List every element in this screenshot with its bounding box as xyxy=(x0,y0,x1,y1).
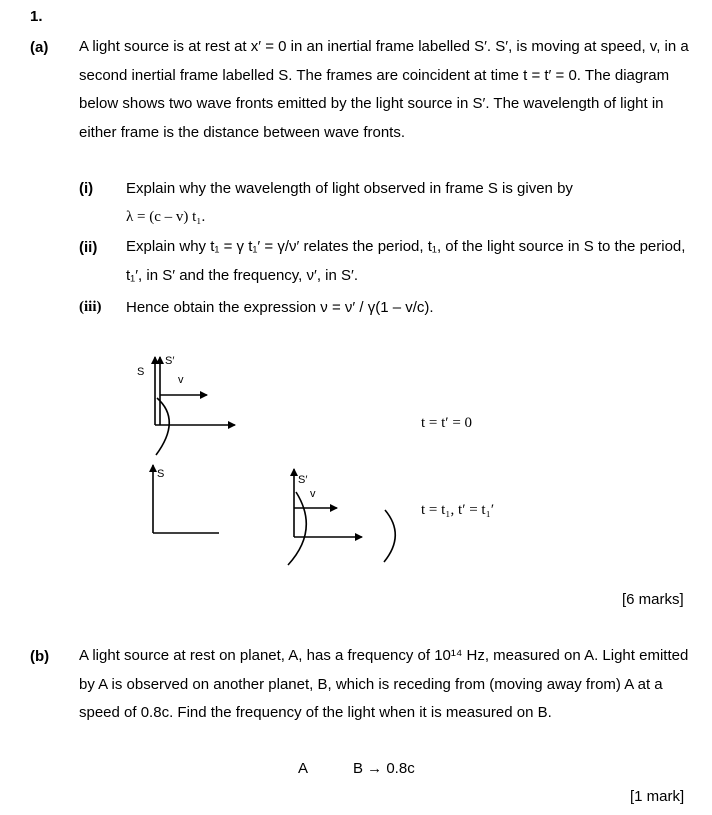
time-label-later: t = t₁, t′ = t₁′ xyxy=(421,502,495,518)
part-a-marks: [6 marks] xyxy=(622,591,684,608)
frame-s-prime-label-1: S′ xyxy=(165,355,175,367)
question-number: 1. xyxy=(30,8,43,25)
wavefront-2a xyxy=(288,492,306,565)
velocity-label-1: v xyxy=(178,374,184,386)
part-b-marks: [1 mark] xyxy=(630,788,685,805)
part-b-label: (b) xyxy=(30,648,50,665)
subpart-i-label: (i) xyxy=(79,180,94,197)
planet-a-label: A xyxy=(298,760,309,777)
subpart-iii-text: Hence obtain the expression ν = ν′ / γ(1 – v/c). xyxy=(126,299,434,316)
time-label-initial: t = t′ = 0 xyxy=(421,415,473,431)
part-a-text: A light source is at rest at x′ = 0 in an inertial frame labelled S′. S′, is moving at speed, v, in a second inertial frame labelled S. The frames are coincident at time t = t′ = 0. The diagram below shows two wave fronts emitted by the light source in S′. The wavelength of light in either frame is the distance between wave fronts. xyxy=(79,38,689,141)
frame-s-prime-label-2: S′ xyxy=(298,474,308,486)
frame-s-label-1: S xyxy=(137,366,145,378)
wavefront-1a xyxy=(156,398,169,455)
subpart-iii-label: (iii) xyxy=(79,299,102,315)
subpart-ii-text: Explain why t₁ = γ t₁′ = γ/ν′ relates the period, t₁, of the light source in S to the period, t₁′, in S′ and the frequency, ν′, in S′. xyxy=(126,238,686,284)
part-a-label: (a) xyxy=(30,39,49,56)
frame-s-label-2: S xyxy=(157,468,165,480)
subpart-i-equation: λ = (c – v) t₁. xyxy=(126,209,206,225)
part-b-text: A light source at rest on planet, A, has a frequency of 10¹⁴ Hz, measured on A. Light emitted by A is observed on another planet, B, which is receding from (moving away from) A at a speed of 0.8c. Find the frequency of the light when it is measured on B. xyxy=(79,647,689,721)
planet-b-label: B → 0.8c xyxy=(353,760,415,777)
subpart-ii-label: (ii) xyxy=(79,239,98,256)
wavefront-2b xyxy=(384,510,395,562)
subpart-i-text: Explain why the wavelength of light observed in frame S is given by xyxy=(126,180,573,197)
velocity-label-2: v xyxy=(310,488,316,500)
